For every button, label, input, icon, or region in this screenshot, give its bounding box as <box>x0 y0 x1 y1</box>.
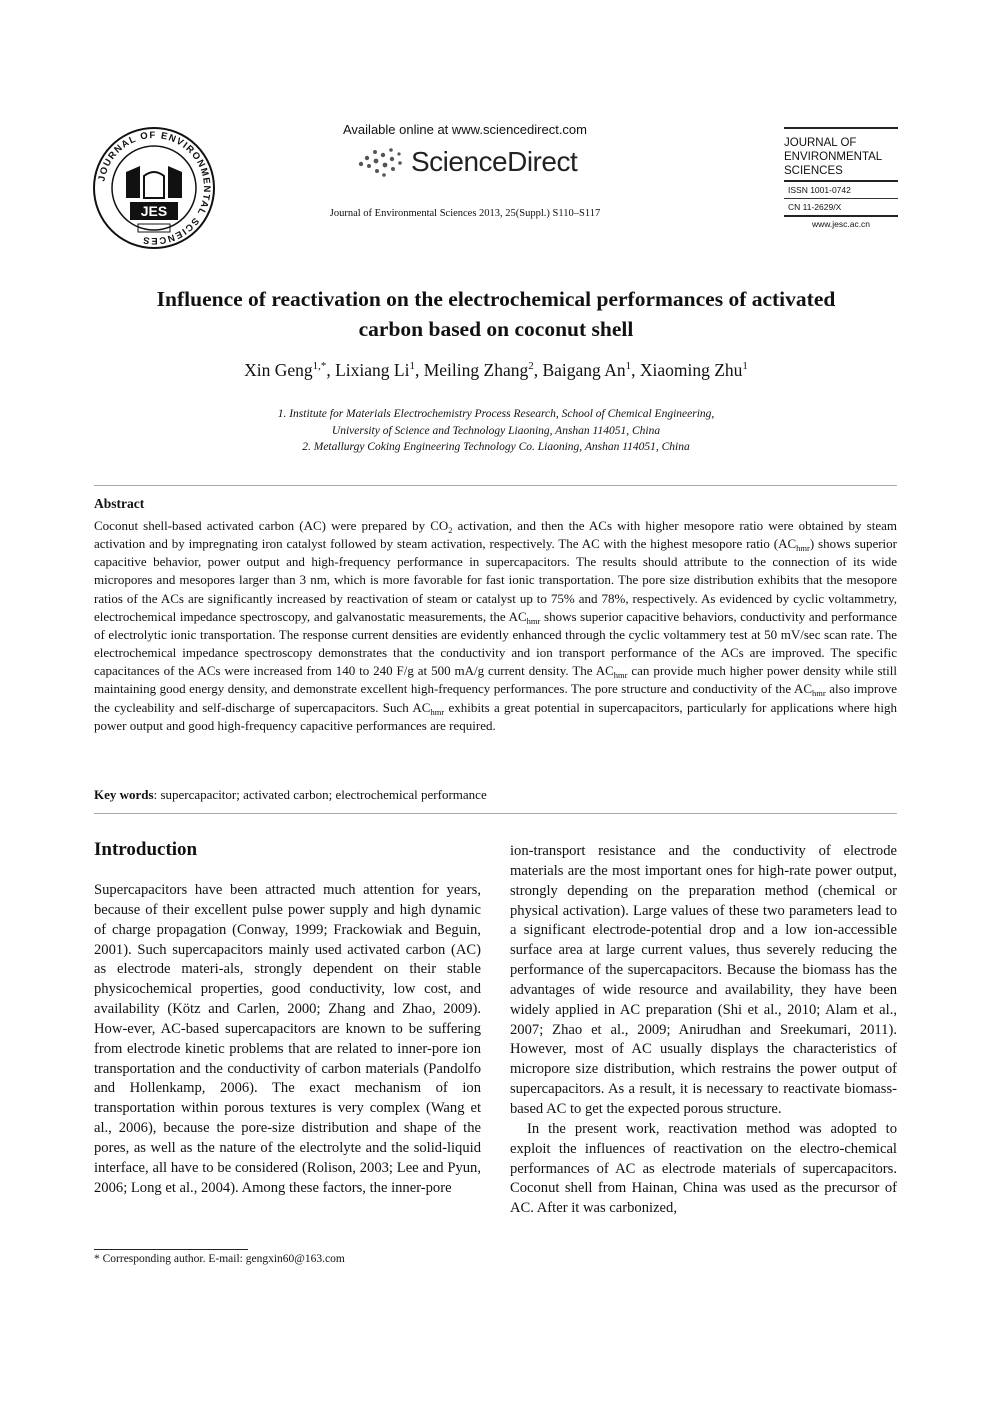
svg-text:JOURNAL OF ENVIRONMENTAL SCIEN <box>96 130 212 246</box>
paragraph: Supercapacitors have been attracted much attention for years, because of their excellent pulse power supply and high dynamic of charge propagation (Conway, 1999; Frackowiak and Beguin, 2001). Such supercapacitors mainly used activated carbon (AC) as electrode materi-als, strongly dependent on their stable physicochemical properties, good conductivity, low cost, and availability (Kötz and Carlen, 2000; Zhang and Zhao, 2009). How-ever, AC-based supercapacitors are known to be suffering from electrode kinetic problems that are related to inner-pore ion transportation and the conductivity of carbon materials (Pandolfo and Hollenkamp, 2006). The exact mechanism of ion transportation within porous textures is very complex (Wang et al., 2006), because the pore-size distribution and shape of the pores, as well as the nature of the electrolyte and the solid-liquid interface, all have to be considered (Rolison, 2003; Lee and Pyun, 2006; Long et al., 2004). Among these factors, the inner-pore <box>94 882 481 1196</box>
keywords-label: Key words <box>94 787 154 802</box>
affiliations <box>100 406 892 456</box>
author-sup: 1 <box>625 360 632 372</box>
affiliation-line: 1. Institute for Materials Electrochemistry Process Research, School of Chemical Engineering, <box>277 408 715 420</box>
logo-abbrev: JES <box>140 203 168 219</box>
footnote-rule <box>94 1249 248 1250</box>
body-column-right <box>510 842 897 1219</box>
author-name: Xiaoming Zhu <box>639 360 743 380</box>
author-sup: 2 <box>528 360 534 372</box>
divider <box>94 813 897 814</box>
journal-name-line1: JOURNAL OF <box>784 137 857 149</box>
available-online-text: Available online at www.sciencedirect.com <box>343 122 587 137</box>
keywords-list: : supercapacitor; activated carbon; electrochemical performance <box>153 787 487 802</box>
author-list: Xin Geng$^{1,*}$, Lixiang Li$^1$, Meiling Zhang$^2$, Baigang An$^1$, Xiaoming Zhu$^1$ <box>244 360 748 380</box>
journal-cn: CN 11-2629/X <box>788 202 842 212</box>
divider <box>94 485 897 486</box>
body-column-left <box>94 881 481 1199</box>
journal-logo <box>92 126 216 250</box>
abstract-text: Coconut shell-based activated carbon (AC) were prepared by $CO_2$ activation, and then the ACs with higher mesopore ratio were obtained by steam activation and by impregnating iron catalyst followed by steam activation, respectively. The AC with the highest mesopore ratio $(AC_{hmr})$ shows superior capacitive behavior, power output and high-frequency performance in supercapacitors. The results should attribute to the connection of its wide micropores and mesopores larger than 3 nm, which is more favorable for fast ionic transportation. The pore size distribution exhibits that the mesopore ratios of the ACs are significantly increased by reactivation of steam or catalyst up to 75% and 78%, respectively. As evidenced by cyclic voltammetry, electrochemical impedance spectroscopy, and galvanostatic measurements, the $AC_{hmr}$ shows superior capacitive behaviors, conductivity and performance of electrolytic ionic transportation. The response current densities are evidently enhanced through the cyclic voltammery test at 50 mV/sec scan rate. The electrochemical impedance spectroscopy demonstrates that the conductivity and ion transport performance of the ACs are improved. The specific capacitances of the ACs were increased from 140 to 240 F/g at 500 mA/g current density. The $AC_{hmr}$ can provide much higher power density while still maintaining good energy density, and demonstrate excellent high-frequency performances. The pore structure and conductivity of the $AC_{hmr}$ also improve the cycleability and self-discharge of supercapacitors. Such $AC_{hmr}$ exhibits a great potential in supercapacitors, particularly for applications where high power output and good high-frequency capacitive performances are required. <box>94 518 897 733</box>
journal-url[interactable]: www.jesc.ac.cn <box>811 219 871 229</box>
title-line-1: Influence of reactivation on the electrochemical performances of activated <box>156 287 836 311</box>
author-name: Lixiang Li <box>335 360 410 380</box>
journal-box <box>784 127 898 229</box>
author-name: Baigang An <box>542 360 626 380</box>
paragraph: ion-transport resistance and the conductivity of electrode materials are the most important ones for high-rate power output, strongly depending on the preparation method (chemical or physical activation). Large values of these two parameters lead to a significant electrode-potential drop and a low ion-accessible surface area at large current values, thus severely reducing the performance of the supercapacitors. Because the biomass has the advantages of wide resource and availability, they have been widely applied in AC preparation (Shi et al., 2010; Alam et al., 2007; Zhao et al., 2009; Anirudhan and Sreekumari, 2011). However, most of AC usually displays the characteristics of micropore size distribution, which restrains the power output of supercapacitors. As a result, it is necessary to reactivate biomass-based AC to get the expected porous structure. <box>510 843 897 1117</box>
section-heading-introduction: Introduction <box>94 839 198 860</box>
journal-name-line3: SCIENCES <box>784 165 843 177</box>
journal-issn: ISSN 1001-0742 <box>788 185 851 195</box>
abstract-heading: Abstract <box>94 496 145 511</box>
paper-title <box>100 284 892 344</box>
author-name: Xin Geng <box>244 360 313 380</box>
corresponding-author-footnote: * Corresponding author. E-mail: gengxin60@163.com <box>94 1253 345 1265</box>
author-sup: 1 <box>742 360 748 372</box>
sciencedirect-brand[interactable] <box>355 142 577 182</box>
journal-citation: Journal of Environmental Sciences 2013, 25(Suppl.) S110–S117 <box>329 208 601 219</box>
logo-ring-text: JOURNAL OF ENVIRONMENTAL SCIENCES <box>96 129 213 247</box>
journal-name-line2: ENVIRONMENTAL <box>784 151 883 163</box>
author-sup: 1 <box>409 360 415 372</box>
sciencedirect-wordmark: ScienceDirect <box>411 146 578 177</box>
keywords <box>94 787 487 803</box>
affiliation-line: University of Science and Technology Liaoning, Anshan 114051, China <box>331 424 661 437</box>
author-sup: 1,* <box>312 360 327 372</box>
title-line-2: carbon based on coconut shell <box>358 317 634 341</box>
author-name: Meiling Zhang <box>423 360 529 380</box>
affiliation-line: 2. Metallurgy Coking Engineering Technology Co. Liaoning, Anshan 114051, China <box>302 441 690 453</box>
sciencedirect-dots-icon <box>355 144 405 180</box>
paragraph: In the present work, reactivation method was adopted to exploit the influences of reactivation on the electro-chemical performances of AC as electrode materials of supercapacitors. Coconut shell from Hainan, China was used as the precursor of AC. After it was carbonized, <box>510 1120 897 1217</box>
